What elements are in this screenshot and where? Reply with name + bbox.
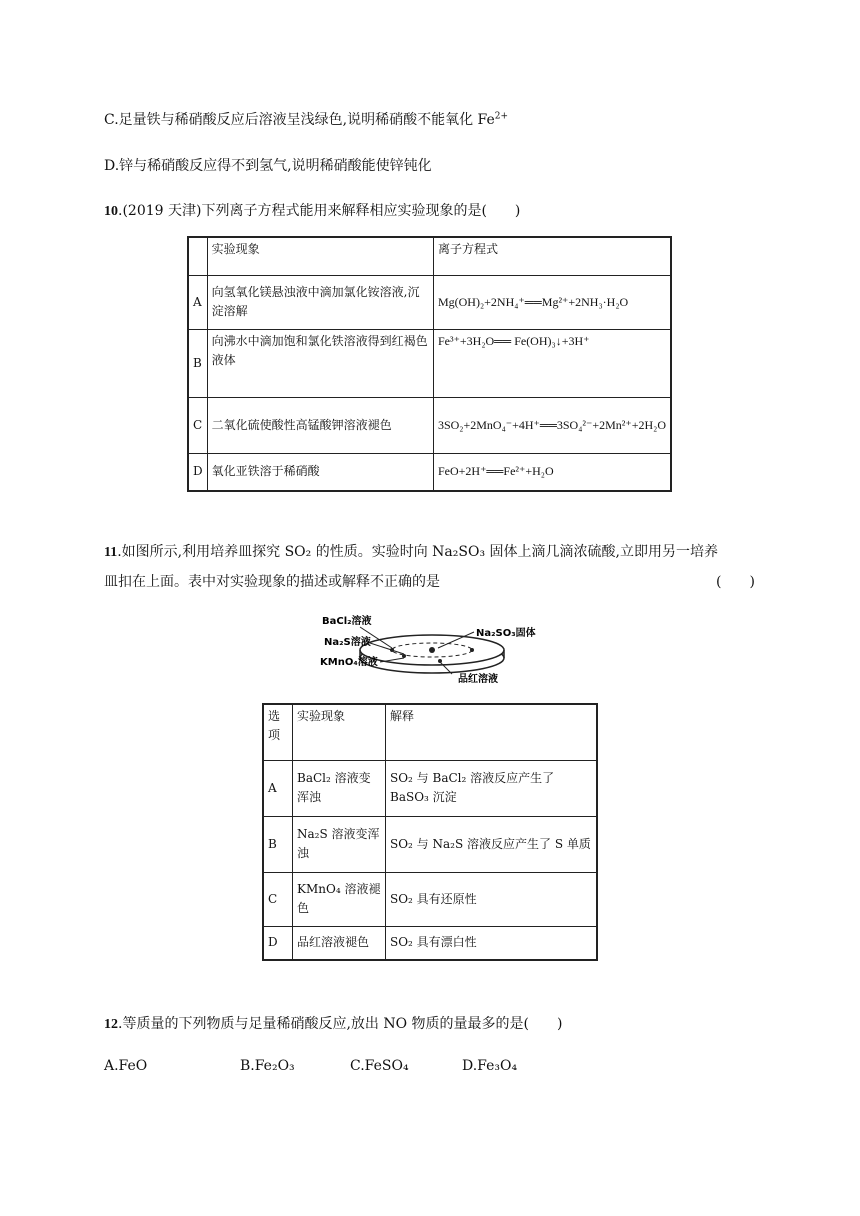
question-10: 10.(2019 天津)下列离子方程式能用来解释相应实验现象的是( ) (104, 203, 521, 219)
answer-parens: ( ) (716, 574, 755, 590)
option-c: C.FeSO₄ (350, 1058, 409, 1074)
petri-dish-figure (320, 610, 550, 690)
table-header: 选项 (263, 704, 293, 760)
table-header: 离子方程式 (433, 237, 671, 275)
label-kmno4: KMnO₄溶液 (320, 657, 378, 668)
table-row: B 向沸水中滴加饱和氯化铁溶液得到红褐色液体 Fe³⁺+3H₂O══ Fe(OH)₃↓+3H⁺ (188, 329, 671, 397)
table-header: 实验现象 (293, 704, 386, 760)
option-d: D.锌与稀硝酸反应得不到氢气,说明稀硝酸能使锌钝化 (104, 158, 432, 174)
table-row: A BaCl₂ 溶液变浑浊 SO₂ 与 BaCl₂ 溶液反应产生了 BaSO₃ 沉淀 (263, 760, 597, 816)
question-12: 12.等质量的下列物质与足量稀硝酸反应,放出 NO 物质的量最多的是( ) (104, 1016, 563, 1032)
table-row: C KMnO₄ 溶液褪色 SO₂ 具有还原性 (263, 872, 597, 926)
table-row: A 向氢氧化镁悬浊液中滴加氯化铵溶液,沉淀溶解 Mg(OH)₂+2NH₄⁺══Mg²⁺+2NH₃·H₂O (188, 275, 671, 329)
label-na2s: Na₂S溶液 (324, 637, 371, 648)
table-header: 实验现象 (207, 237, 433, 275)
label-bacl2: BaCl₂溶液 (322, 616, 372, 627)
option-a: A.FeO (104, 1058, 148, 1074)
label-pinhong: 品红溶液 (458, 674, 498, 685)
table-row: D 氧化亚铁溶于稀硝酸 FeO+2H⁺══Fe²⁺+H₂O (188, 453, 671, 491)
option-d: D.Fe₃O₄ (462, 1058, 518, 1074)
table-row: C 二氧化硫使酸性高锰酸钾溶液褪色 3SO₂+2MnO₄⁻+4H⁺══3SO₄²⁻+2Mn²⁺+2H₂O (188, 397, 671, 453)
option-c: C.足量铁与稀硝酸反应后溶液呈浅绿色,说明稀硝酸不能氧化 $Fe^{2+}$ (104, 111, 509, 128)
table-header: 解释 (386, 704, 598, 760)
question-10-table (187, 236, 672, 492)
question-11-cont: 皿扣在上面。表中对实验现象的描述或解释不正确的是 (104, 574, 440, 590)
option-b: B.Fe₂O₃ (240, 1058, 295, 1074)
question-11: 11.如图所示,利用培养皿探究 SO₂ 的性质。实验时向 Na₂SO₃ 固体上滴几滴浓硫酸,立即用另一培养 (104, 544, 718, 560)
label-na2so3: Na₂SO₃固体 (476, 628, 536, 639)
table-row: B Na₂S 溶液变浑浊 SO₂ 与 Na₂S 溶液反应产生了 S 单质 (263, 816, 597, 872)
table-row: D 品红溶液褪色 SO₂ 具有漂白性 (263, 926, 597, 960)
question-11-table (262, 703, 598, 961)
